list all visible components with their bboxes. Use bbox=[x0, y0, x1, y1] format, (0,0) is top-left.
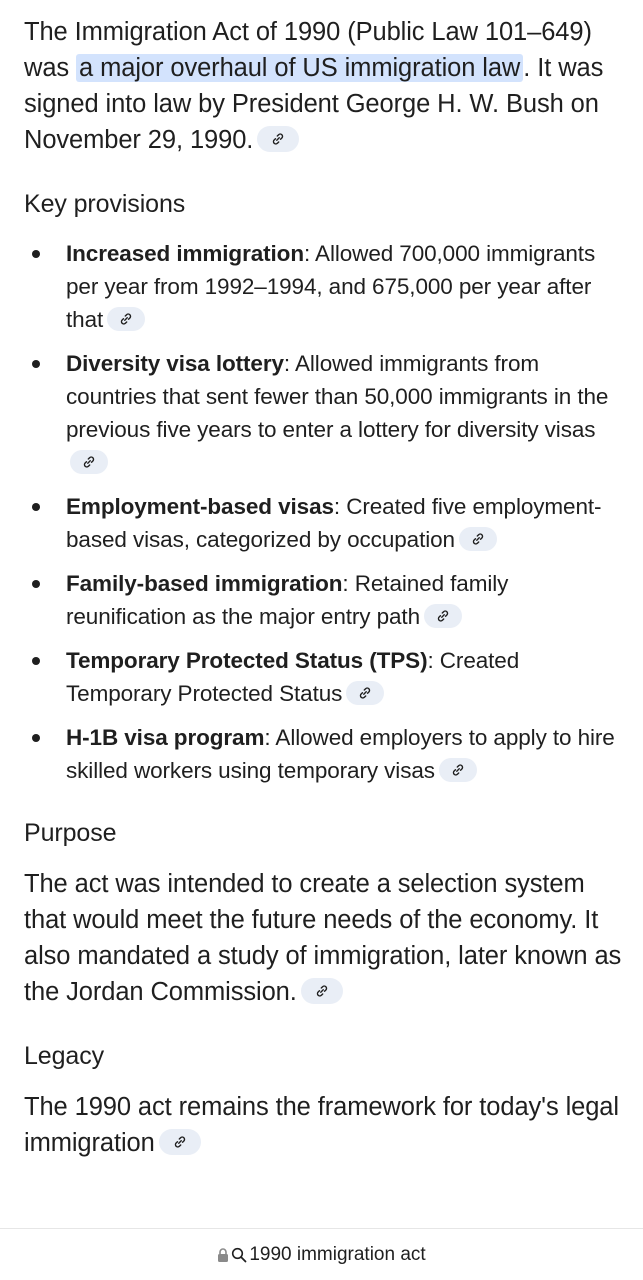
intro-text-before: The Immigration Act of 1990 (Public Law 101–649) was bbox=[24, 18, 592, 82]
provision-term: Diversity visa lottery bbox=[66, 351, 284, 376]
intro-highlight[interactable]: a major overhaul of US immigration law bbox=[76, 54, 523, 82]
provision-term: Temporary Protected Status (TPS) bbox=[66, 648, 428, 673]
legacy-paragraph bbox=[24, 1089, 624, 1161]
link-icon bbox=[82, 455, 96, 469]
bullet-icon bbox=[32, 657, 40, 665]
link-icon bbox=[451, 763, 465, 777]
list-item bbox=[24, 644, 624, 710]
source-link-chip[interactable] bbox=[439, 758, 477, 782]
address-bar-query[interactable]: 1990 immigration act bbox=[249, 1243, 426, 1265]
source-link-chip[interactable] bbox=[257, 126, 299, 152]
bullet-icon bbox=[32, 503, 40, 511]
provision-term: Increased immigration bbox=[66, 241, 304, 266]
purpose-text: The act was intended to create a selection system that would meet the future needs of the economy. It also mandated a study of immigration, later known as the Jordan Commission. bbox=[24, 870, 622, 1006]
list-item bbox=[24, 721, 624, 787]
provision-term: H-1B visa program bbox=[66, 725, 265, 750]
provision-term: Family-based immigration bbox=[66, 571, 343, 596]
intro-text-after: . It was signed into law by President George H. W. Bush on November 29, 1990. bbox=[24, 54, 604, 154]
lock-icon bbox=[217, 1248, 229, 1262]
search-icon bbox=[231, 1247, 247, 1263]
link-icon bbox=[173, 1135, 187, 1149]
source-link-chip[interactable] bbox=[107, 307, 145, 331]
legacy-text: The 1990 act remains the framework for today's legal immigration bbox=[24, 1093, 619, 1157]
purpose-heading: Purpose bbox=[24, 819, 117, 847]
list-item bbox=[24, 567, 624, 633]
bullet-icon bbox=[32, 580, 40, 588]
link-icon bbox=[436, 609, 450, 623]
source-link-chip[interactable] bbox=[346, 681, 384, 705]
link-icon bbox=[358, 686, 372, 700]
purpose-paragraph bbox=[24, 866, 624, 1010]
link-icon bbox=[271, 132, 285, 146]
link-icon bbox=[315, 984, 329, 998]
provision-desc: : Created five employment-based visas, categorized by occupation bbox=[66, 494, 602, 552]
bullet-icon bbox=[32, 734, 40, 742]
source-link-chip[interactable] bbox=[459, 527, 497, 551]
source-link-chip[interactable] bbox=[159, 1129, 201, 1155]
link-icon bbox=[471, 532, 485, 546]
provision-desc: : Allowed employers to apply to hire skilled workers using temporary visas bbox=[66, 725, 615, 783]
provision-desc: : Allowed immigrants from countries that sent fewer than 50,000 immigrants in the previous five years to enter a lottery for diversity visas bbox=[66, 351, 609, 442]
source-link-chip[interactable] bbox=[301, 978, 343, 1004]
provision-desc: : Allowed 700,000 immigrants per year from 1992–1994, and 675,000 per year after that bbox=[66, 241, 596, 332]
intro-paragraph bbox=[24, 14, 624, 158]
list-item bbox=[24, 237, 624, 336]
answer-content bbox=[24, 14, 624, 1161]
provision-term: Employment-based visas bbox=[66, 494, 334, 519]
legacy-heading: Legacy bbox=[24, 1042, 105, 1070]
bullet-icon bbox=[32, 360, 40, 368]
source-link-chip[interactable] bbox=[424, 604, 462, 628]
provisions-list bbox=[24, 237, 624, 787]
provision-desc: : Retained family reunification as the major entry path bbox=[66, 571, 509, 629]
list-item bbox=[24, 490, 624, 556]
link-icon bbox=[119, 312, 133, 326]
provision-desc: : Created Temporary Protected Status bbox=[66, 648, 520, 706]
source-link-chip[interactable] bbox=[70, 450, 108, 474]
bullet-icon bbox=[32, 250, 40, 258]
key-provisions-heading: Key provisions bbox=[24, 190, 186, 218]
list-item bbox=[24, 347, 624, 479]
address-bar[interactable] bbox=[0, 1228, 643, 1280]
